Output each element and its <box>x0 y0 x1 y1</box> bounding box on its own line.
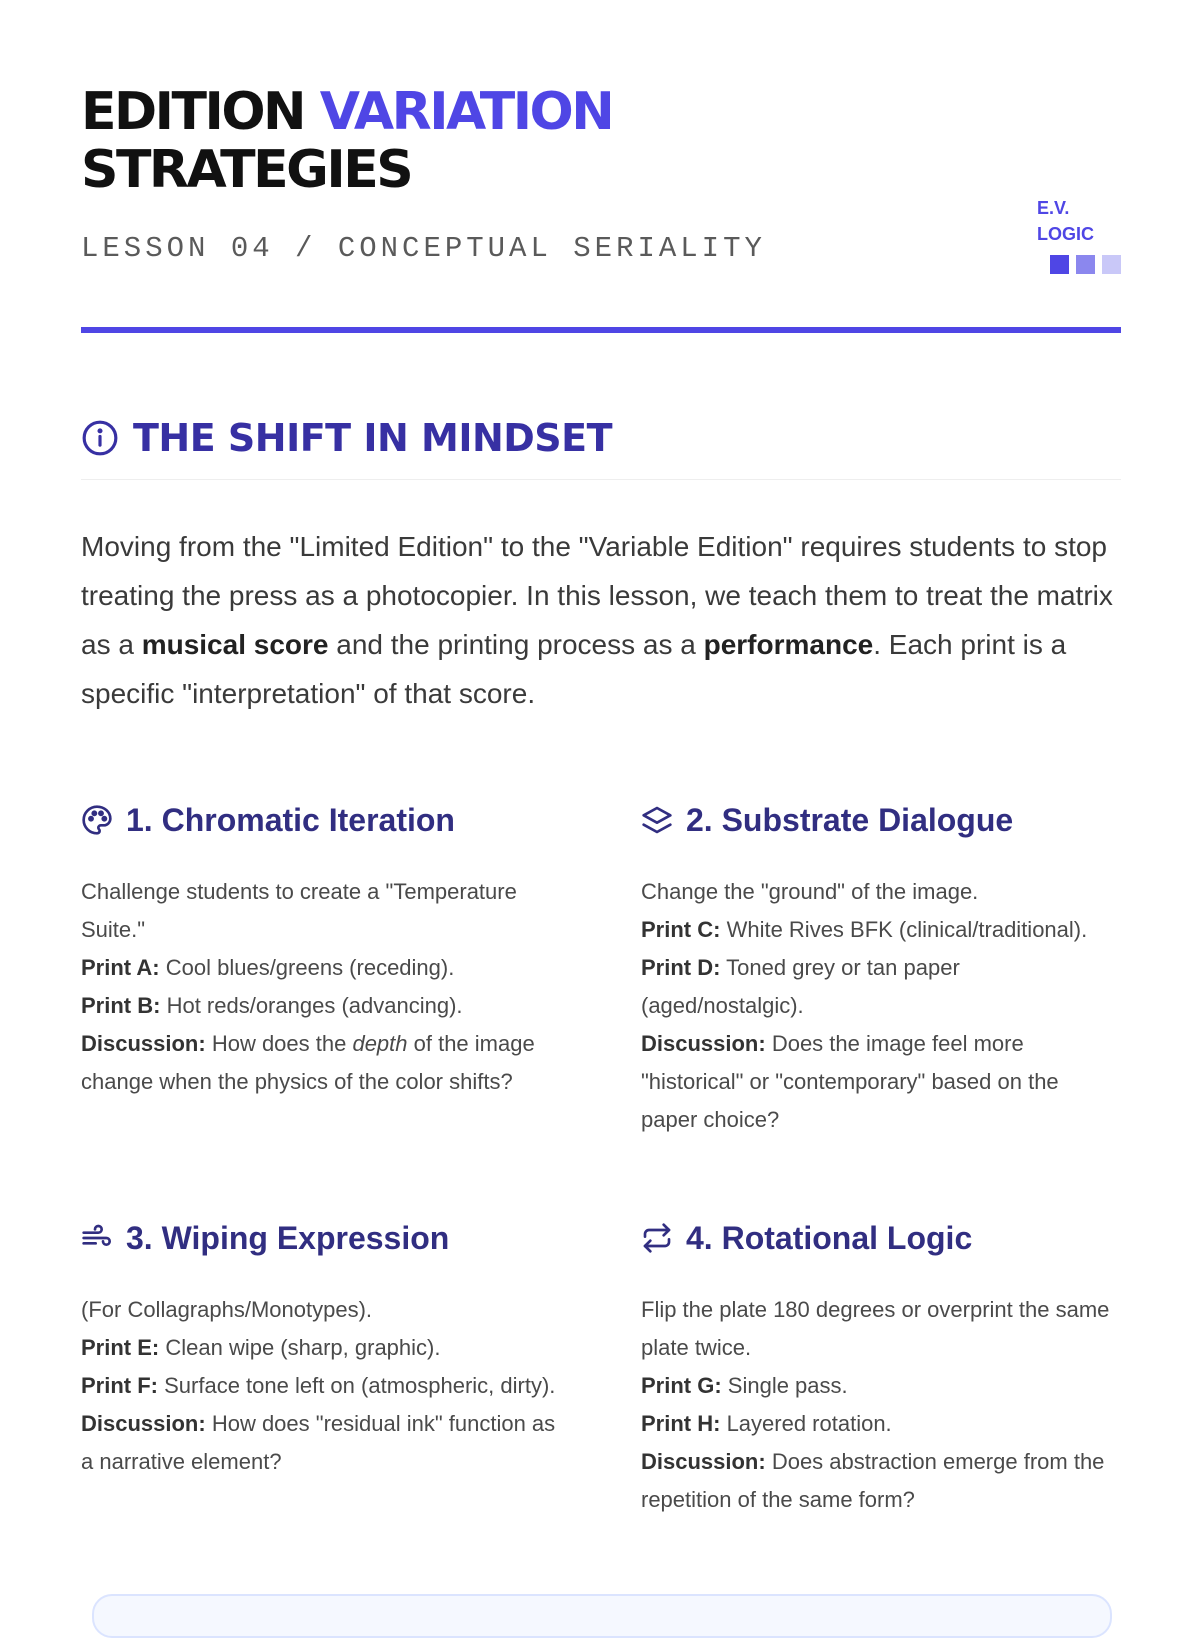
print-label: Print C: <box>641 917 721 942</box>
layers-icon <box>641 804 673 836</box>
intro-bold-performance: performance <box>703 629 874 660</box>
intro-text-3: . Each print is a specific "interpretation" of that score. <box>81 629 1067 709</box>
discussion <box>81 1405 561 1481</box>
print-item <box>81 1367 561 1405</box>
intro-paragraph <box>81 522 1121 718</box>
print-label: Print G: <box>641 1373 722 1398</box>
discussion-text-post: of the image change when the physics of the color shifts? <box>81 1031 535 1094</box>
card-intro: Flip the plate 180 degrees or overprint the same plate twice. <box>641 1297 1110 1360</box>
section-title: THE SHIFT IN MINDSET <box>133 416 613 460</box>
card-intro: (For Collagraphs/Monotypes). <box>81 1297 373 1322</box>
section-divider <box>81 479 1121 480</box>
logo-square-3 <box>1102 255 1121 274</box>
strategy-card-substrate <box>641 797 1121 1139</box>
discussion <box>641 1025 1121 1139</box>
palette-icon <box>81 804 113 836</box>
print-label: Print D: <box>641 955 721 980</box>
logo-square-1 <box>1050 255 1069 274</box>
discussion-label: Discussion: <box>641 1031 766 1056</box>
logo-line-2: LOGIC <box>1037 224 1094 244</box>
card-body <box>81 1291 561 1481</box>
print-label: Print H: <box>641 1411 721 1436</box>
print-text: Toned grey or tan paper (aged/nostalgic). <box>641 955 960 1018</box>
title-word-variation: VARIATION <box>319 82 613 142</box>
card-intro: Change the "ground" of the image. <box>641 879 979 904</box>
print-item <box>81 1329 561 1367</box>
strategy-card-rotational <box>641 1215 1121 1519</box>
logo-square-2 <box>1076 255 1095 274</box>
print-text: Clean wipe (sharp, graphic). <box>159 1335 441 1360</box>
page-title <box>81 83 612 199</box>
repeat-icon <box>641 1222 673 1254</box>
card-header <box>81 1215 561 1261</box>
card-body <box>81 873 561 1101</box>
discussion-emphasis: depth <box>352 1031 408 1056</box>
title-word-edition: EDITION <box>81 82 305 142</box>
discussion-text: How does "residual ink" function as a narrative element? <box>81 1411 556 1474</box>
card-header <box>641 797 1121 843</box>
print-text: Surface tone left on (atmospheric, dirty). <box>158 1373 556 1398</box>
print-label: Print F: <box>81 1373 158 1398</box>
print-text: White Rives BFK (clinical/traditional). <box>720 917 1088 942</box>
print-item <box>641 1405 1121 1443</box>
discussion-text: Does abstraction emerge from the repetition of the same form? <box>641 1449 1105 1512</box>
print-item <box>641 1367 1121 1405</box>
print-item <box>81 987 561 1025</box>
info-icon <box>81 419 119 457</box>
footer-callout-box <box>92 1594 1112 1638</box>
print-item <box>641 949 1121 1025</box>
discussion-label: Discussion: <box>81 1411 206 1436</box>
logo-line-1: E.V. <box>1037 198 1070 218</box>
print-text: Layered rotation. <box>720 1411 892 1436</box>
discussion-text: Does the image feel more "historical" or "contemporary" based on the paper choice? <box>641 1031 1059 1132</box>
strategy-card-chromatic <box>81 797 561 1101</box>
print-text: Hot reds/oranges (advancing). <box>160 993 463 1018</box>
intro-bold-musical-score: musical score <box>141 629 329 660</box>
discussion-label: Discussion: <box>81 1031 206 1056</box>
card-title: 4. Rotational Logic <box>686 1219 973 1256</box>
lesson-subtitle: LESSON 04 / CONCEPTUAL SERIALITY <box>81 232 766 265</box>
print-label: Print E: <box>81 1335 160 1360</box>
discussion <box>641 1443 1121 1519</box>
discussion-label: Discussion: <box>641 1449 766 1474</box>
strategy-card-wiping <box>81 1215 561 1481</box>
card-title: 1. Chromatic Iteration <box>126 801 455 838</box>
discussion <box>81 1025 561 1101</box>
intro-text-1: Moving from the "Limited Edition" to the "Variable Edition" requires students to stop treating the press as a photocopier. In this lesson, we teach them to treat the matrix as a <box>81 531 1113 660</box>
header-divider <box>81 327 1121 333</box>
card-header <box>641 1215 1121 1261</box>
title-word-strategies: STRATEGIES <box>81 140 412 200</box>
print-label: Print A: <box>81 955 160 980</box>
intro-text-2: and the printing process as a <box>328 629 704 660</box>
section-header <box>81 416 612 460</box>
logo-squares <box>1029 255 1121 274</box>
card-body <box>641 873 1121 1139</box>
print-text: Single pass. <box>721 1373 848 1398</box>
card-body <box>641 1291 1121 1519</box>
print-text: Cool blues/greens (receding). <box>159 955 455 980</box>
card-header <box>81 797 561 843</box>
card-intro: Challenge students to create a "Temperature Suite." <box>81 879 517 942</box>
ev-logic-logo <box>1029 195 1121 274</box>
wind-icon <box>81 1222 113 1254</box>
card-title: 3. Wiping Expression <box>126 1219 450 1256</box>
print-label: Print B: <box>81 993 161 1018</box>
print-item <box>81 949 561 987</box>
discussion-text-pre: How does the <box>205 1031 353 1056</box>
card-title: 2. Substrate Dialogue <box>686 801 1014 838</box>
print-item <box>641 911 1121 949</box>
